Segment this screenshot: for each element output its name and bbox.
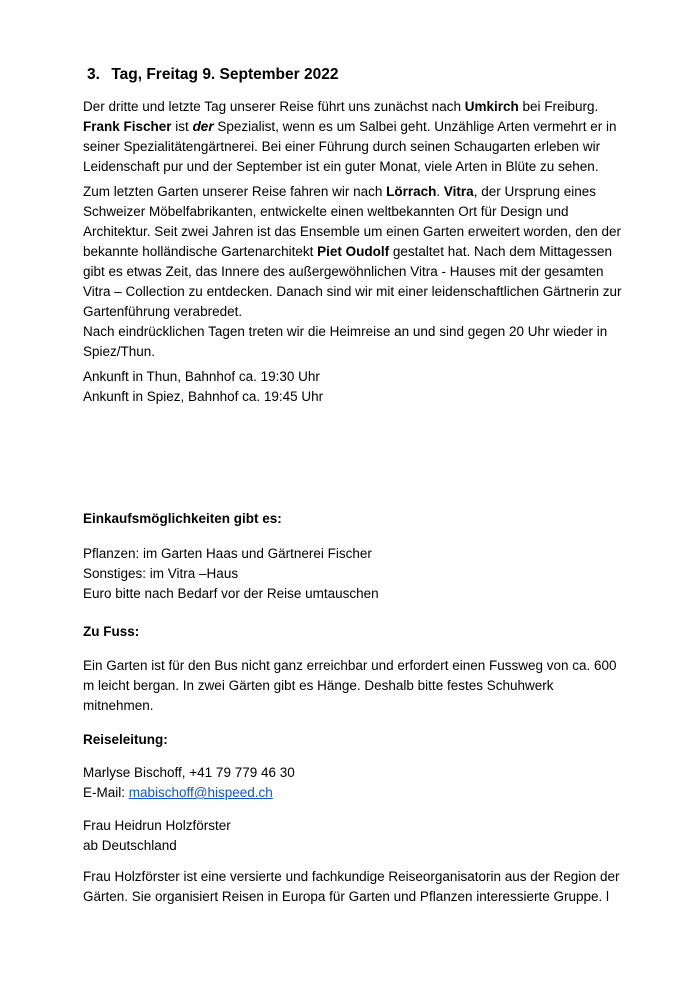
email-link[interactable]: mabischoff@hispeed.ch [128,785,273,800]
shopping-item-plants: Pflanzen: im Garten Haas und Gärtnerei Fischer [83,546,372,561]
walk-title-text: Zu Fuss: [83,624,140,639]
p2-text-2: . [436,184,444,199]
p2-text-1: Zum letzten Garten unserer Reise fahren wir nach [83,184,387,199]
p1-text-2: bei Freiburg. [518,99,599,114]
contact-holzfoerster-origin: ab Deutschland [83,838,177,853]
shopping-list [83,544,623,604]
p1-text-4: Spezialist, wenn es um Salbei geht. Unzählige Arten vermehrt er in seiner Spezialitätengärtnerei. Bei einer Führung durch seinen Schaugarten erleben wir Leidenschaft pur und der September ist ein guter Monat, viele Arten in Blüte zu sehen. [83,119,617,174]
walk-title [83,622,623,642]
shopping-item-euro: Euro bitte nach Bedarf vor der Reise umtauschen [83,586,379,601]
shopping-title [83,509,623,529]
contact-holzfoerster-name: Frau Heidrun Holzförster [83,818,231,833]
holzfoerster-description: Frau Holzförster ist eine versierte und fachkundige Reiseorganisatorin aus der Region der Gärten. Sie organisiert Reisen in Europa für Garten und Pflanzen interessierte Gruppe. l [83,869,620,904]
place-loerrach: Lörrach [386,184,437,199]
shopping-item-other: Sonstiges: im Vitra –Haus [83,566,239,581]
arrival-thun: Ankunft in Thun, Bahnhof ca. 19:30 Uhr [83,369,320,384]
heading-number: 3. [87,66,100,83]
paragraph-loerrach [83,182,623,322]
emphasis-der: der [192,119,214,134]
arrival-times [83,367,623,407]
p2-text-4: gestaltet hat. Nach dem Mittagessen gibt es etwas Zeit, das Innere des außergewöhnlichen Vitra - Hauses mit der gesamten Vitra – Collection zu entdecken. Danach sind wir mit einer leidenschaftlichen Gärtnerin zur Gartenführung verabredet. [83,244,622,319]
paragraph-umkirch [83,97,623,177]
contact-holzfoerster [83,816,623,856]
contact-email-line [83,783,623,803]
lead-title [83,730,623,750]
heading-text: Tag, Freitag 9. September 2022 [111,66,339,83]
p1-text-3: ist [171,119,193,134]
lead-title-text: Reiseleitung: [83,732,168,747]
place-vitra: Vitra [443,184,474,199]
person-piet-oudolf: Piet Oudolf [317,244,390,259]
person-frank-fischer: Frank Fischer [83,119,172,134]
paragraph-return: Nach eindrücklichen Tagen treten wir die Heimreise an und sind gegen 20 Uhr wieder in Spiez/Thun. [83,324,608,359]
shopping-title-text: Einkaufsmöglichkeiten gibt es: [83,511,282,526]
p2-text-3: , der Ursprung eines Schweizer Möbelfabrikanten, entwickelte einen weltbekannten Ort für Design und Architektur. Seit zwei Jahren ist das Ensemble um einen Garten erweitert worden, den der bekannte holländische Gartenarchitekt [83,184,622,259]
day-heading [87,64,338,86]
walk-text: Ein Garten ist für den Bus nicht ganz erreichbar und erfordert einen Fussweg von ca. 600 m leicht bergan. In zwei Gärten gibt es Hänge. Deshalb bitte festes Schuhwerk mitnehmen. [83,658,617,713]
p1-text-1: Der dritte und letzte Tag unserer Reise führt uns zunächst nach [83,99,465,114]
arrival-spiez: Ankunft in Spiez, Bahnhof ca. 19:45 Uhr [83,389,324,404]
email-label: E-Mail: [83,785,129,800]
contact-bischoff-phone: Marlyse Bischoff, +41 79 779 46 30 [83,765,295,780]
place-umkirch: Umkirch [464,99,519,114]
contact-bischoff [83,763,623,803]
